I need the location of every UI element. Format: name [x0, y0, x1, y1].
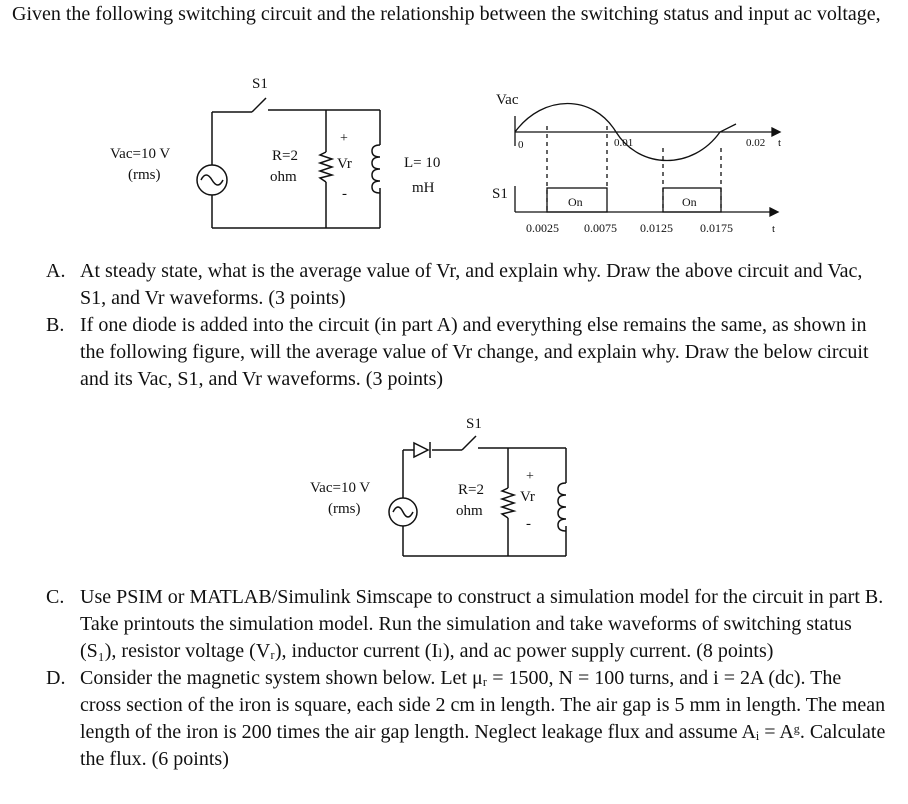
fig2-switch-label: S1: [466, 416, 482, 432]
time-tick-1: 0.0075: [584, 221, 617, 235]
question-a-letter: A.: [46, 260, 66, 282]
time-tick-2: 0.0125: [640, 221, 673, 235]
time-tick-3: 0.0175: [700, 221, 733, 235]
fig1-switch-label: S1: [252, 76, 268, 92]
fig2-minus-sign: -: [526, 516, 531, 532]
circuit-diagram-1: [100, 70, 441, 240]
fig1-resistor-label-1: R=2: [272, 148, 298, 164]
question-a: [46, 258, 886, 312]
s1-axis-label: S1: [492, 186, 508, 202]
question-b: [46, 312, 886, 393]
question-d: [46, 665, 886, 773]
question-c-letter: C.: [46, 586, 65, 608]
question-d-letter: D.: [46, 667, 66, 689]
question-d-text: Consider the magnetic system shown below. Let μᵣ = 1500, N = 100 turns, and i = 2A (dc). The cross section of the iron is square, each side 2 cm in length. The air gap is 5 mm in length. The mean length of the iron is 200 times the air gap length. Neglect leakage flux and assume Aᵢ = Aᵍ. Calculate the flux. (6 points): [80, 667, 886, 770]
fig1-source-label-1: Vac=10 V: [110, 146, 171, 162]
question-list-cd: [46, 584, 886, 773]
question-b-letter: B.: [46, 314, 65, 336]
fig2-source-label-1: Vac=10 V: [310, 480, 371, 496]
question-c-text: Use PSIM or MATLAB/Simulink Simscape to construct a simulation model for the circuit in part B. Take printouts the simulation model. Run the simulation and take waveforms of switching status (S₁), resistor voltage (Vᵣ), inductor current (Iₗ), and ac power supply current. (8 points): [80, 586, 884, 662]
fig1-source-label-2: (rms): [128, 167, 161, 183]
fig1-vr-label: Vr: [337, 156, 352, 172]
question-a-text: At steady state, what is the average value of Vr, and explain why. Draw the above circuit and Vac, S1, and Vr waveforms. (3 points): [80, 260, 863, 309]
fig2-source-label-2: (rms): [328, 501, 361, 517]
t-axis-label: t: [778, 137, 782, 149]
fig1-resistor-label-2: ohm: [270, 169, 297, 185]
t-axis-label-bottom: t: [772, 223, 776, 235]
fig1-inductor-label-1: L= 10: [404, 155, 441, 171]
question-list-ab: [46, 258, 886, 393]
on-label-1: On: [568, 195, 583, 209]
on-label-2: On: [682, 195, 697, 209]
vac-axis-label: Vac: [496, 92, 519, 108]
fig2-plus-sign: +: [526, 469, 534, 484]
question-c: [46, 584, 886, 665]
circuit-diagram-2: [300, 408, 600, 564]
waveform-diagram: [488, 86, 798, 244]
tick-002-label: 0.02: [746, 137, 766, 149]
time-tick-0: 0.0025: [526, 221, 559, 235]
fig2-vr-label: Vr: [520, 489, 535, 505]
fig2-resistor-label-2: ohm: [456, 503, 483, 519]
question-b-text: If one diode is added into the circuit (in part A) and everything else remains the same, as shown in the following figure, will the average value of Vr change, and explain why. Draw the below circuit and its Vac, S1, and Vr waveforms. (3 points): [80, 314, 869, 390]
fig1-inductor-label-2: mH: [412, 180, 435, 196]
fig1-minus-sign: -: [342, 186, 347, 202]
fig2-resistor-label-1: R=2: [458, 482, 484, 498]
fig1-plus-sign: +: [340, 131, 348, 146]
intro-text: Given the following switching circuit and the relationship between the switching status and input ac voltage,: [12, 3, 881, 25]
tick-001-label: 0.01: [614, 137, 634, 149]
zero-label: 0: [518, 139, 524, 151]
